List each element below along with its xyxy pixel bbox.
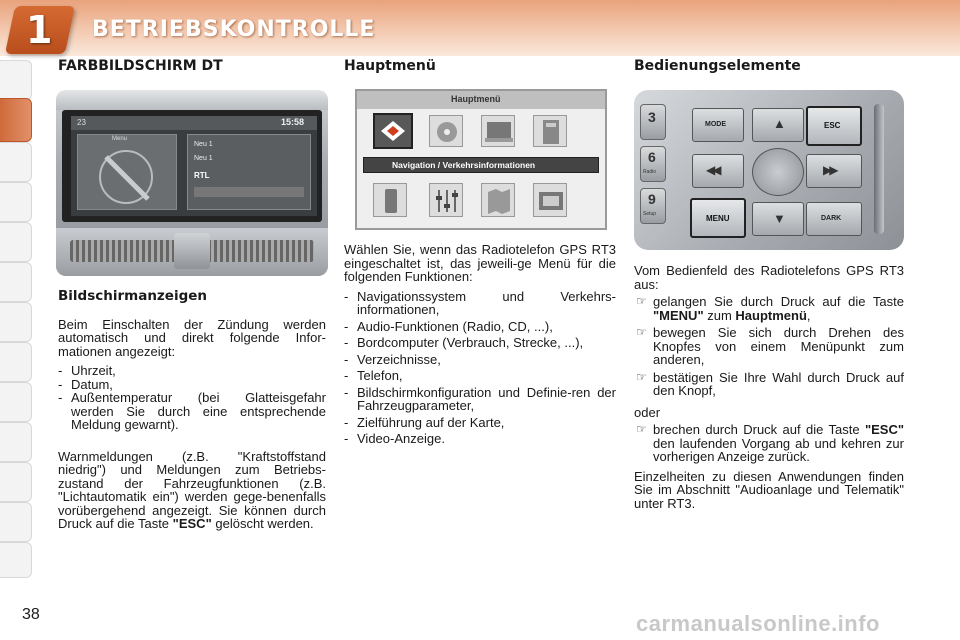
warning-text: Warnmeldungen (z.B. "Kraftstoffstand niedrig") und Meldungen zum Betriebs-zustand der Fahrzeugfunktionen (z.B. "Lichtautomatik ein") werden gege-benenfalls vorübergehend angezeigt. Sie können durch Druck auf die Taste "ESC" gelöscht werden.: [58, 448, 326, 531]
arrow-down-icon: ▼: [773, 211, 786, 226]
list-item: - Bordcomputer (Verbrauch, Strecke, ...),: [344, 335, 584, 350]
mode-button[interactable]: MODE: [692, 108, 744, 142]
esc-button[interactable]: ESC: [806, 106, 862, 146]
chapter-tab-active[interactable]: [0, 98, 32, 142]
chapter-tab[interactable]: [0, 60, 32, 100]
preset-9-button[interactable]: 9 Setup: [640, 188, 666, 224]
display-entry: Neu 1: [194, 141, 213, 148]
pointing-hand-icon: ☞: [636, 369, 647, 384]
chapter-tab[interactable]: [0, 542, 32, 578]
card-slot: [874, 104, 884, 234]
display-clock: 15:58: [281, 117, 305, 127]
list-item: - Navigationssystem und Verkehrs-informationen,: [344, 288, 616, 317]
screen-title: Hauptmenü: [451, 94, 501, 104]
list-item: - Datum,: [58, 376, 113, 392]
chapter-tabs: [0, 60, 34, 580]
control-panel-photo: [634, 90, 904, 250]
arrow-up-icon: ▲: [773, 116, 786, 131]
fast-forward-icon: ▶▶: [823, 163, 836, 177]
video-icon[interactable]: [533, 183, 567, 217]
list-item: ☞ brechen durch Druck auf die Taste "ESC" den laufenden Vorgang ab und kehren zur vorherigen Anzeige zurück.: [636, 422, 904, 464]
chapter-tab[interactable]: [0, 422, 32, 462]
section-heading: FARBBILDSCHIRM DT: [58, 58, 223, 74]
display-screen: [71, 116, 317, 216]
display-photo: [56, 90, 328, 276]
chapter-tab[interactable]: [0, 462, 32, 502]
main-menu-screen: [355, 89, 607, 230]
chapter-tab[interactable]: [0, 382, 32, 422]
settings-icon[interactable]: [429, 183, 463, 217]
display-station: RTL: [194, 171, 210, 180]
subsection-heading: Bildschirmanzeigen: [58, 288, 208, 304]
down-arrow-button[interactable]: [752, 202, 804, 236]
display-code: 23: [77, 118, 86, 127]
list-item: - Audio-Funktionen (Radio, CD, ...),: [344, 318, 553, 334]
directory-icon[interactable]: [533, 115, 567, 147]
dark-button[interactable]: DARK: [806, 202, 862, 236]
display-entry: Neu 1: [194, 155, 213, 162]
list-item: - Bildschirmkonfiguration und Definie-ren der Fahrzeugparameter,: [344, 384, 616, 413]
list-item: - Video-Anzeige.: [344, 431, 445, 446]
fast-forward-button[interactable]: [806, 154, 862, 188]
chapter-tab[interactable]: [0, 502, 32, 542]
list-item: - Telefon,: [344, 368, 403, 383]
column-display-text: [58, 290, 326, 531]
chapter-tab[interactable]: [0, 222, 32, 262]
column-display: [58, 60, 326, 80]
pointing-hand-icon: ☞: [636, 325, 647, 339]
page-number: 38: [22, 606, 40, 623]
column-controls-text: [634, 264, 904, 510]
column-main-menu: [344, 60, 616, 80]
telephone-icon[interactable]: [373, 183, 407, 217]
trip-computer-icon[interactable]: [481, 115, 515, 147]
intro-text: Wählen Sie, wenn das Radiotelefon GPS RT3 eingeschaltet ist, das jeweili-ge Menü für die folgenden Funktionen:: [344, 242, 616, 284]
list-item: ☞ bewegen Sie sich durch Drehen des Knopfes von einem Menüpunkt zum anderen,: [636, 325, 904, 367]
up-arrow-button[interactable]: [752, 108, 804, 142]
preset-3-button[interactable]: 3: [640, 104, 666, 140]
preset-6-button[interactable]: 6 Radio: [640, 146, 666, 182]
chapter-tab[interactable]: [0, 262, 32, 302]
intro-text: Beim Einschalten der Zündung werden automatisch und direkt folgende Infor-mationen angezeigt:: [58, 316, 326, 359]
pointing-hand-icon: ☞: [636, 422, 647, 436]
pointing-hand-icon: ☞: [636, 294, 647, 308]
audio-icon[interactable]: [429, 115, 463, 147]
screen-menu-bar: Navigation / Verkehrsinformationen: [392, 160, 536, 170]
section-heading: Bedienungselemente: [634, 58, 801, 74]
chapter-number: 1: [26, 8, 53, 52]
navigation-icon[interactable]: [373, 113, 413, 149]
list-item: - Zielführung auf der Karte,: [344, 414, 505, 430]
list-item: - Uhrzeit,: [58, 363, 116, 378]
column-controls: [634, 60, 904, 80]
list-item: ☞ gelangen Sie durch Druck auf die Taste "MENU" zum Hauptmenü,: [636, 294, 904, 323]
rotary-knob[interactable]: [752, 148, 804, 196]
watermark: carmanualsonline.info: [636, 611, 880, 636]
intro-text: Vom Bedienfeld des Radiotelefons GPS RT3 aus:: [634, 263, 904, 292]
chapter-tab[interactable]: [0, 182, 32, 222]
chapter-tab[interactable]: [0, 142, 32, 182]
chapter-tab[interactable]: [0, 342, 32, 382]
display-panel-label: Menu: [112, 136, 128, 142]
map-icon: [78, 135, 178, 211]
final-text: Einzelheiten zu diesen Anwendungen finden Sie im Abschnitt "Audioanlage und Telematik" unter RT3.: [634, 468, 904, 511]
list-item: - Verzeichnisse,: [344, 351, 441, 367]
rewind-icon: ◀◀: [706, 163, 719, 177]
map-guidance-icon[interactable]: [481, 183, 515, 217]
list-item: - Außentemperatur (bei Glatteisgefahr werden Sie durch eine entsprechende Meldung gewarnt).: [58, 390, 326, 432]
list-item: ☞ bestätigen Sie Ihre Wahl durch Druck auf den Knopf,: [636, 369, 904, 398]
chapter-tab[interactable]: [0, 302, 32, 342]
page-title: BETRIEBSKONTROLLE: [92, 17, 376, 42]
oder-text: oder: [634, 404, 661, 420]
column-main-menu-text: [344, 243, 616, 446]
rewind-button[interactable]: [692, 154, 744, 188]
menu-button[interactable]: MENU: [690, 198, 746, 238]
section-heading: Hauptmenü: [344, 58, 436, 74]
